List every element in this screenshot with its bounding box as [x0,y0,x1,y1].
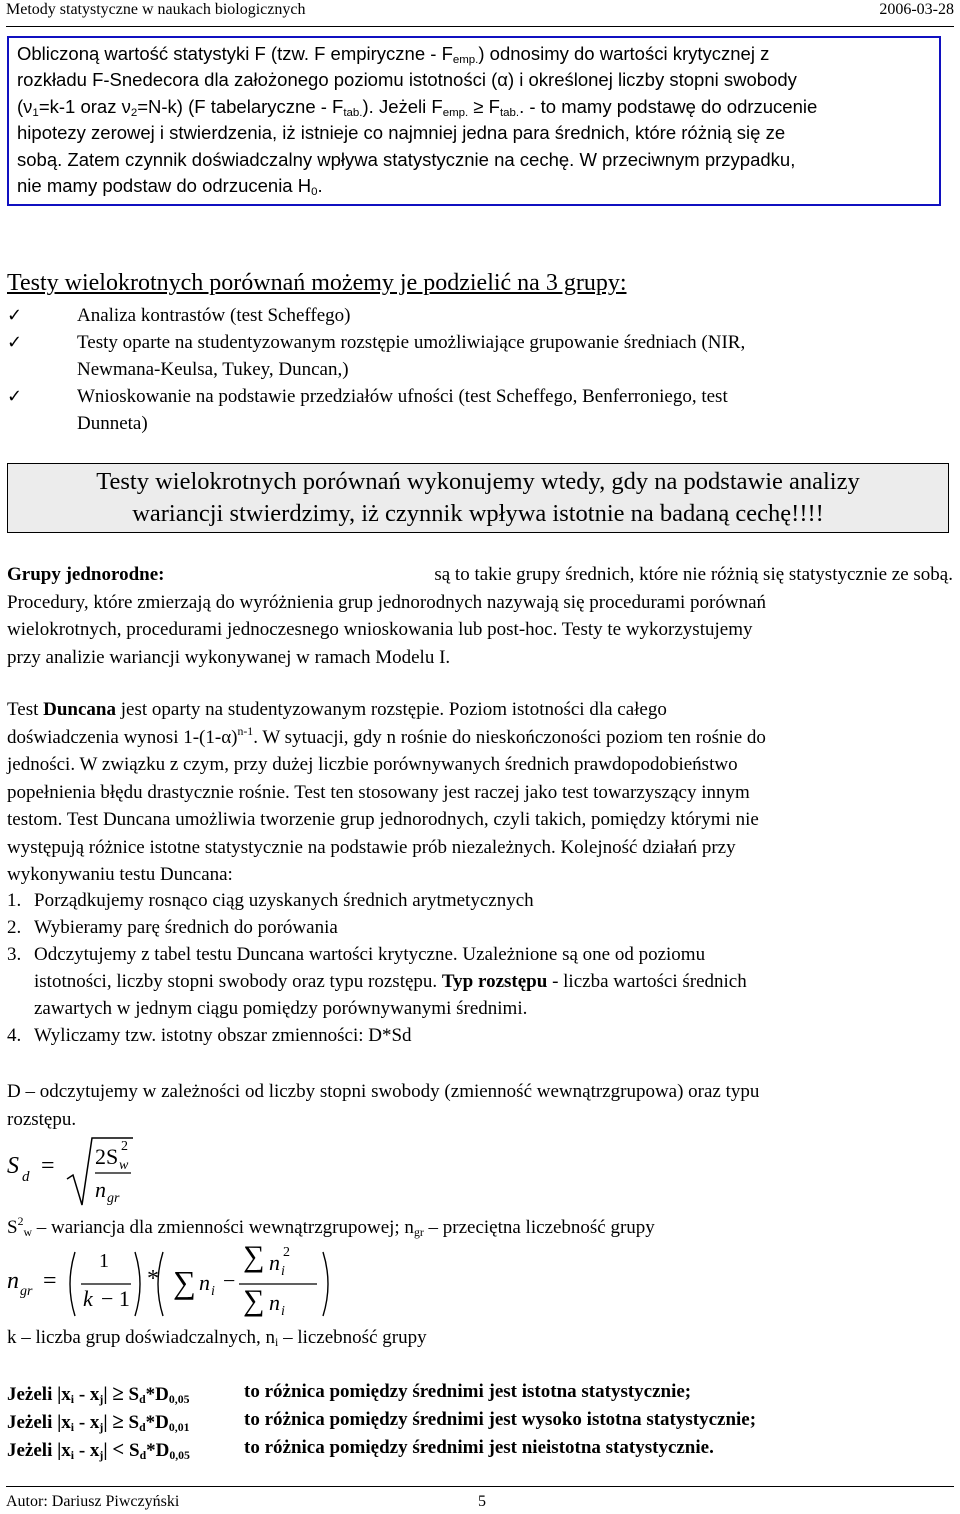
checkmark-icon: ✓ [7,305,23,326]
page-number: 5 [478,1493,486,1510]
paragraph-groups: Grupy jednorodne: są to takie grupy średnich, które nie różnią się statystycznie ze sobą. Procedury, które zmierzają do wyróżnienia grup jednorodnych nazywają się procedurami porównań wielokrotnych, procedurami jednoczesnego wnioskowania lub post-hoc. Testy te wykorzystujemy przy analizie wariancji wykonywanej w ramach Modelu I. [7,564,953,668]
box-line-5: sobą. Zatem czynnik doświadczalny wpływa statystycznie na cechę. W przeciwnym przypadku, [17,148,796,170]
f-test-note-box [7,36,941,206]
criterion-3: Jeżeli $|x_i - x_j| < S_d*D_{0,05}$ to różnica pomiędzy średnimi jest nieistotna statystycznie. [7,1437,714,1462]
checkmark-icon: ✓ [7,332,23,353]
paragraph-d: D – odczytujemy w zależności od liczby stopni swobody (zmienność wewnątrzgrupowa) oraz typu rozstępu. [7,1081,760,1130]
box-line-3: ($\nu_1=k-1$ oraz $\nu_2=N-k$) (F tabelaryczne - $F_{tab.}$). Jeżeli $F_{emp.} \ge F_{tab.}$. - to mamy podstawę do odrzucenie [17,95,818,119]
formula-sd: S d = 2S 2 w n gr [7,1135,167,1215]
page-footer [6,1486,954,1510]
box-line-4: hipotezy zerowej i stwierdzenia, iż istnieje co najmniej jedna para średnich, które różnią się ze [17,122,786,144]
section-heading: Testy wielokrotnych porównań możemy je podzielić na 3 grupy: [7,270,627,296]
highlight-line-2: wariancji stwierdzimy, iż czynnik wpływa istotnie na badaną cechę!!!! [132,500,824,527]
header-title: Metody statystyczne w naukach biologicznych [6,1,306,18]
criterion-2: Jeżeli $|x_i - x_j| \ge S_d*D_{0,01}$ to różnica pomiędzy średnimi jest wysoko istotna statystycznie; [7,1409,757,1434]
box-line-6: nie mamy podstaw do odrzucenia $H_0$. [17,175,323,199]
criterion-1: Jeżeli $|x_i - x_j| \ge S_d*D_{0,05}$ to różnica pomiędzy średnimi jest istotna statystycznie; [7,1381,692,1406]
box-line-1: Obliczoną wartość statystyki F (tzw. F empiryczne - $F_{emp.}$) odnosimy do wartości krytycznej z [17,43,770,66]
footer-author: Autor: Dariusz Piwczyński [6,1493,180,1510]
header-date: 2006-03-28 [879,1,954,18]
paragraph-duncan: Test Duncana jest oparty na studentyzowanym rozstępie. Poziom istotności dla całego doświadczenia wynosi $1-(1-\alpha)^{n-1}$. W sytuacji, gdy n rośnie do nieskończoności poziom ten rośnie do jedności. W związku z czym, przy dużej liczbie porównywanych średnich prawdopodobieństwo popełnienia błędu drastycznie rośnie. Test ten stosowany jest raczej jako test towarzyszący innym testom. Test Duncana umożliwia tworzenie grup jednorodnych, czyli takich, pomiędzy którymi nie występują różnice istotne statystycznie na podstawie prób niezależnych. Kolejność działań przy wykonywaniu testu Duncana: [7,699,766,885]
highlight-line-1: Testy wielokrotnych porównań wykonujemy wtedy, gdy na podstawie analizy [96,468,860,495]
page-header [6,0,954,27]
formula-ngr: n gr = 1 k − 1 * ∑ n i − ∑ n 2 i ∑ n i [7,1244,307,1324]
checkmark-icon: ✓ [7,386,23,407]
highlight-box [7,463,949,533]
box-line-2: rozkładu F-Snedecora dla założonego poziomu istotności (α) i określonej liczby stopni swobody [17,69,797,91]
